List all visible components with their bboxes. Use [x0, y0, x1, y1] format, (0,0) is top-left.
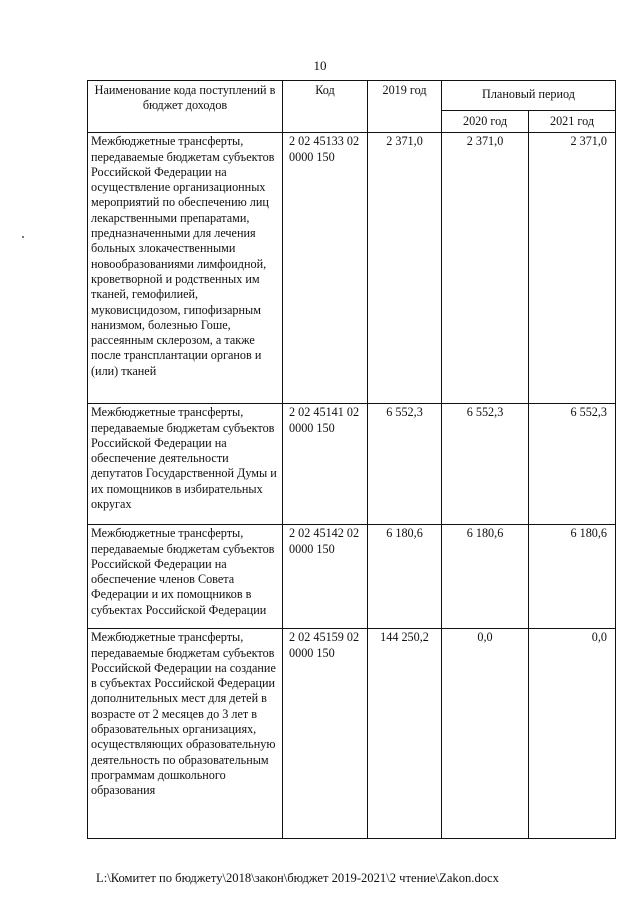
table-row [88, 404, 616, 525]
page-number: 10 [313, 58, 327, 73]
row-2021: 2 371,0 [529, 133, 616, 404]
row-name: Межбюджетные трансферты, передаваемые бюджетам субъектов Российской Федерации на обеспечение членов Совета Федерации и их помощников в субъектах Российской Федерации [88, 525, 283, 629]
row-2019: 144 250,2 [368, 629, 442, 839]
row-name: Межбюджетные трансферты, передаваемые бюджетам субъектов Российской Федерации на осуществление организационных мероприятий по обеспечению лиц лекарственными препаратами, предназначенными для лечения больных злокачественными новообразованиями лимфоидной, кроветворной и родственных им тканей, гемофилией, муковисцидозом, гипофизарным нанизмом, болезнью Гоше, рассеянным склерозом, а также после трансплантации органов и (или) тканей [88, 133, 283, 404]
row-2021: 0,0 [529, 629, 616, 839]
header-planning-period: Плановый период [442, 81, 616, 111]
row-2021: 6 180,6 [529, 525, 616, 629]
table-row [88, 629, 616, 839]
row-2020: 6 180,6 [442, 525, 529, 629]
row-2020: 6 552,3 [442, 404, 529, 525]
revenue-table [87, 80, 616, 839]
row-2021: 6 552,3 [529, 404, 616, 525]
header-2019: 2019 год [368, 81, 442, 133]
header-row [88, 81, 616, 111]
table-row [88, 133, 616, 404]
row-2019: 2 371,0 [368, 133, 442, 404]
header-name: Наименование кода поступлений в бюджет доходов [88, 81, 283, 133]
row-code: 2 02 45141 02 0000 150 [283, 404, 368, 525]
scan-speck [22, 236, 24, 238]
row-2019: 6 180,6 [368, 525, 442, 629]
row-2020: 2 371,0 [442, 133, 529, 404]
row-2019: 6 552,3 [368, 404, 442, 525]
row-name: Межбюджетные трансферты, передаваемые бюджетам субъектов Российской Федерации на создание в субъектах Российской Федерации дополнительных мест для детей в возрасте от 2 месяцев до 3 лет в образовательных организациях, осуществляющих образовательную деятельность по образовательным программам дошкольного образования [88, 629, 283, 839]
table-row [88, 525, 616, 629]
row-code: 2 02 45159 02 0000 150 [283, 629, 368, 839]
header-2020: 2020 год [442, 111, 529, 133]
row-code: 2 02 45142 02 0000 150 [283, 525, 368, 629]
header-2021: 2021 год [529, 111, 616, 133]
file-path-footer: L:\Комитет по бюджету\2018\закон\бюджет 2019-2021\2 чтение\Zakon.docx [96, 871, 499, 885]
row-2020: 0,0 [442, 629, 529, 839]
row-code: 2 02 45133 02 0000 150 [283, 133, 368, 404]
header-code: Код [283, 81, 368, 133]
row-name: Межбюджетные трансферты, передаваемые бюджетам субъектов Российской Федерации на обеспечение деятельности депутатов Государственной Думы и их помощников в избирательных округах [88, 404, 283, 525]
